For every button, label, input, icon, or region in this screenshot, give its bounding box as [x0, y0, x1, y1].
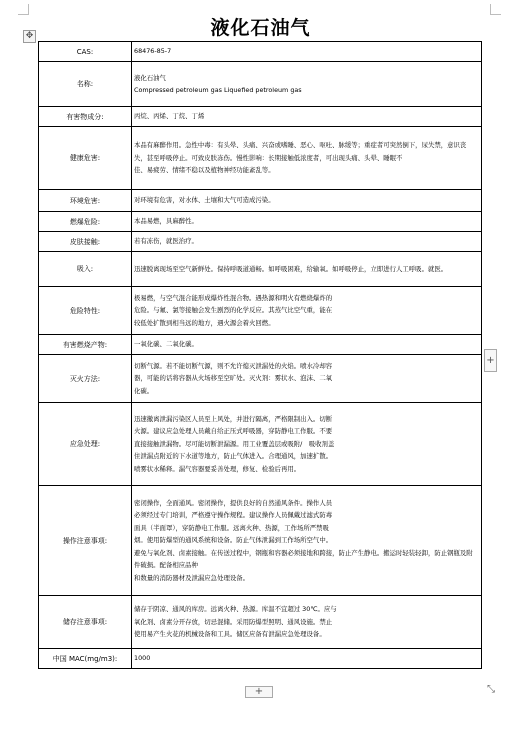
- value-line: 储存于阴凉、通风的库房。远离火种、热源。库温不宜超过 30℃。应与: [134, 605, 337, 614]
- value-line: 本品有麻醉作用。急性中毒：有头晕、头痛、兴奋或嗜睡、恶心、呕吐、脉缓等；重症者可突然倒下，尿失禁，意识丧失，甚至呼吸停止。可致皮肤冻伤。慢性影响：长期接触低浓度者，可出现头痛、头晕、睡眠不: [134, 141, 467, 162]
- row-value: [132, 649, 482, 669]
- value-line: 化碳。: [134, 386, 154, 395]
- row-value: [132, 355, 482, 403]
- table-row: [39, 107, 482, 127]
- value-line: 避免与氧化剂、卤素接触。在传送过程中，钢瓶和容器必须接地和跨接，防止产生静电。搬运时轻装轻卸，防止钢瓶及附件破损。配备相应品种: [134, 548, 473, 570]
- value-line: 火源。建议应急处理人员戴自给正压式呼吸器，穿防静电工作服。不要: [134, 427, 333, 436]
- value-line: 直接接触泄漏物。尽可能切断泄漏源。用工业覆盖层或吸附/ 吸收剂盖: [134, 439, 335, 448]
- row-value: [132, 107, 482, 127]
- plus-icon: +: [254, 686, 264, 697]
- row-label: 名称:: [39, 62, 132, 107]
- value-line: 喷雾状水稀释。漏气容器要妥善处理，修复、检验后再用。: [134, 464, 301, 473]
- plus-icon: +: [486, 355, 495, 366]
- row-label: CAS:: [39, 42, 132, 62]
- row-value: [132, 212, 482, 232]
- row-value: [132, 42, 482, 62]
- value-line: 若有冻伤，就医治疗。: [134, 237, 198, 246]
- value-line: 极易燃，与空气混合能形成爆炸性混合物。遇热源和明火有燃烧爆炸的: [134, 293, 333, 302]
- row-value: [132, 62, 482, 107]
- table-row: [39, 232, 482, 252]
- add-column-button[interactable]: [484, 349, 497, 372]
- row-label: 燃爆危险:: [39, 212, 132, 232]
- row-label: 灭火方法:: [39, 355, 132, 403]
- row-value: [132, 486, 482, 596]
- value-line: 器，可能的话将容器从火场移至空旷处。灭火剂：雾状水、泡沫、二氧: [134, 374, 333, 383]
- table-row: [39, 190, 482, 212]
- resize-icon[interactable]: ⤡: [487, 684, 495, 695]
- table-row: [39, 355, 482, 403]
- value-line: 住泄漏点附近的下水道等地方，防止气体进入。合理通风，加速扩散。: [134, 452, 333, 461]
- row-value: [132, 287, 482, 335]
- value-line: 氧化剂、卤素分开存放，切忌混储。采用防爆型照明、通风设施。禁止: [134, 617, 333, 626]
- add-row-button[interactable]: [245, 686, 273, 698]
- document-title: 液化石油气: [210, 17, 311, 39]
- value-line: 迅速脱离现场至空气新鲜处。保持呼吸道通畅。如呼吸困难，给输氧。如呼吸停止，立即进行人工呼吸。就医。: [134, 264, 448, 273]
- table-row: [39, 486, 482, 596]
- value-line: 面具（半面罩），穿防静电工作服。远离火种、热源，工作场所严禁吸: [134, 523, 329, 532]
- table-row: [39, 335, 482, 355]
- table-row: [39, 596, 482, 649]
- value-line: Compressed petroleum gas Liquefied petroleum gas: [134, 86, 302, 94]
- table-row: [39, 252, 482, 287]
- row-value: [132, 335, 482, 355]
- value-line: 和数量的消防器材及泄漏应急处理设备。: [134, 573, 250, 582]
- row-value: [132, 252, 482, 287]
- value-line: 烟。使用防爆型的通风系统和设备。防止气体泄漏到工作场所空气中。: [134, 536, 333, 545]
- table-row: [39, 649, 482, 669]
- value-line: 本品易燃，具麻醉性。: [134, 217, 198, 226]
- table-row: [39, 127, 482, 190]
- value-line: 密闭操作，全面通风。密闭操作，提供良好的自然通风条件。操作人员: [134, 498, 333, 507]
- row-label: 有害燃烧产物:: [39, 335, 132, 355]
- row-label: 环境危害:: [39, 190, 132, 212]
- table-row: [39, 42, 482, 62]
- value-line: 较低处扩散到相当远的地方，遇火源会着火回燃。: [134, 318, 275, 327]
- row-value: [132, 596, 482, 649]
- row-label: 危险特性:: [39, 287, 132, 335]
- row-label: 储存注意事项:: [39, 596, 132, 649]
- value-line: 68476-85-7: [134, 47, 172, 56]
- value-line: 对环境有危害，对水体、土壤和大气可造成污染。: [134, 196, 275, 205]
- table-row: [39, 62, 482, 107]
- table-row: [39, 212, 482, 232]
- table-row: [39, 403, 482, 486]
- row-label: 吸入:: [39, 252, 132, 287]
- row-label: 中国 MAC(mg/m3):: [39, 649, 132, 669]
- row-label: 健康危害:: [39, 127, 132, 190]
- row-label: 操作注意事项:: [39, 486, 132, 596]
- value-line: 使用易产生火花的机械设备和工具。储区应备有泄漏应急处理设备。: [134, 630, 326, 639]
- value-line: 1000: [134, 654, 151, 663]
- value-line: 迅速撤离泄漏污染区人员至上风处，并进行隔离，严格限制出入。切断: [134, 414, 333, 423]
- value-line: 必须经过专门培训，严格遵守操作规程。建议操作人员佩戴过滤式防毒: [134, 511, 333, 520]
- value-line: 危险。与氟、氯等接触会发生剧烈的化学反应。其蒸气比空气重，能在: [134, 306, 333, 315]
- row-value: [132, 232, 482, 252]
- row-label: 皮肤接触:: [39, 232, 132, 252]
- value-line: 一氧化碳、二氧化碳。: [134, 340, 198, 349]
- row-value: [132, 127, 482, 190]
- row-value: [132, 403, 482, 486]
- value-line: 丙烷、丙烯、丁烷、丁烯: [134, 112, 205, 121]
- row-label: 应急处理:: [39, 403, 132, 486]
- table-row: [39, 287, 482, 335]
- value-line: 切断气源。若不能切断气源，则不允许熄灭泄漏处的火焰。喷水冷却容: [134, 361, 333, 370]
- value-line: 佳、易疲劳、情绪不稳以及植物神经功能紊乱等。: [134, 166, 275, 175]
- safety-data-table: [38, 41, 482, 669]
- row-value: [132, 190, 482, 212]
- row-label: 有害物成分:: [39, 107, 132, 127]
- value-line: 液化石油气: [134, 73, 166, 82]
- move-icon[interactable]: ✥: [23, 30, 36, 43]
